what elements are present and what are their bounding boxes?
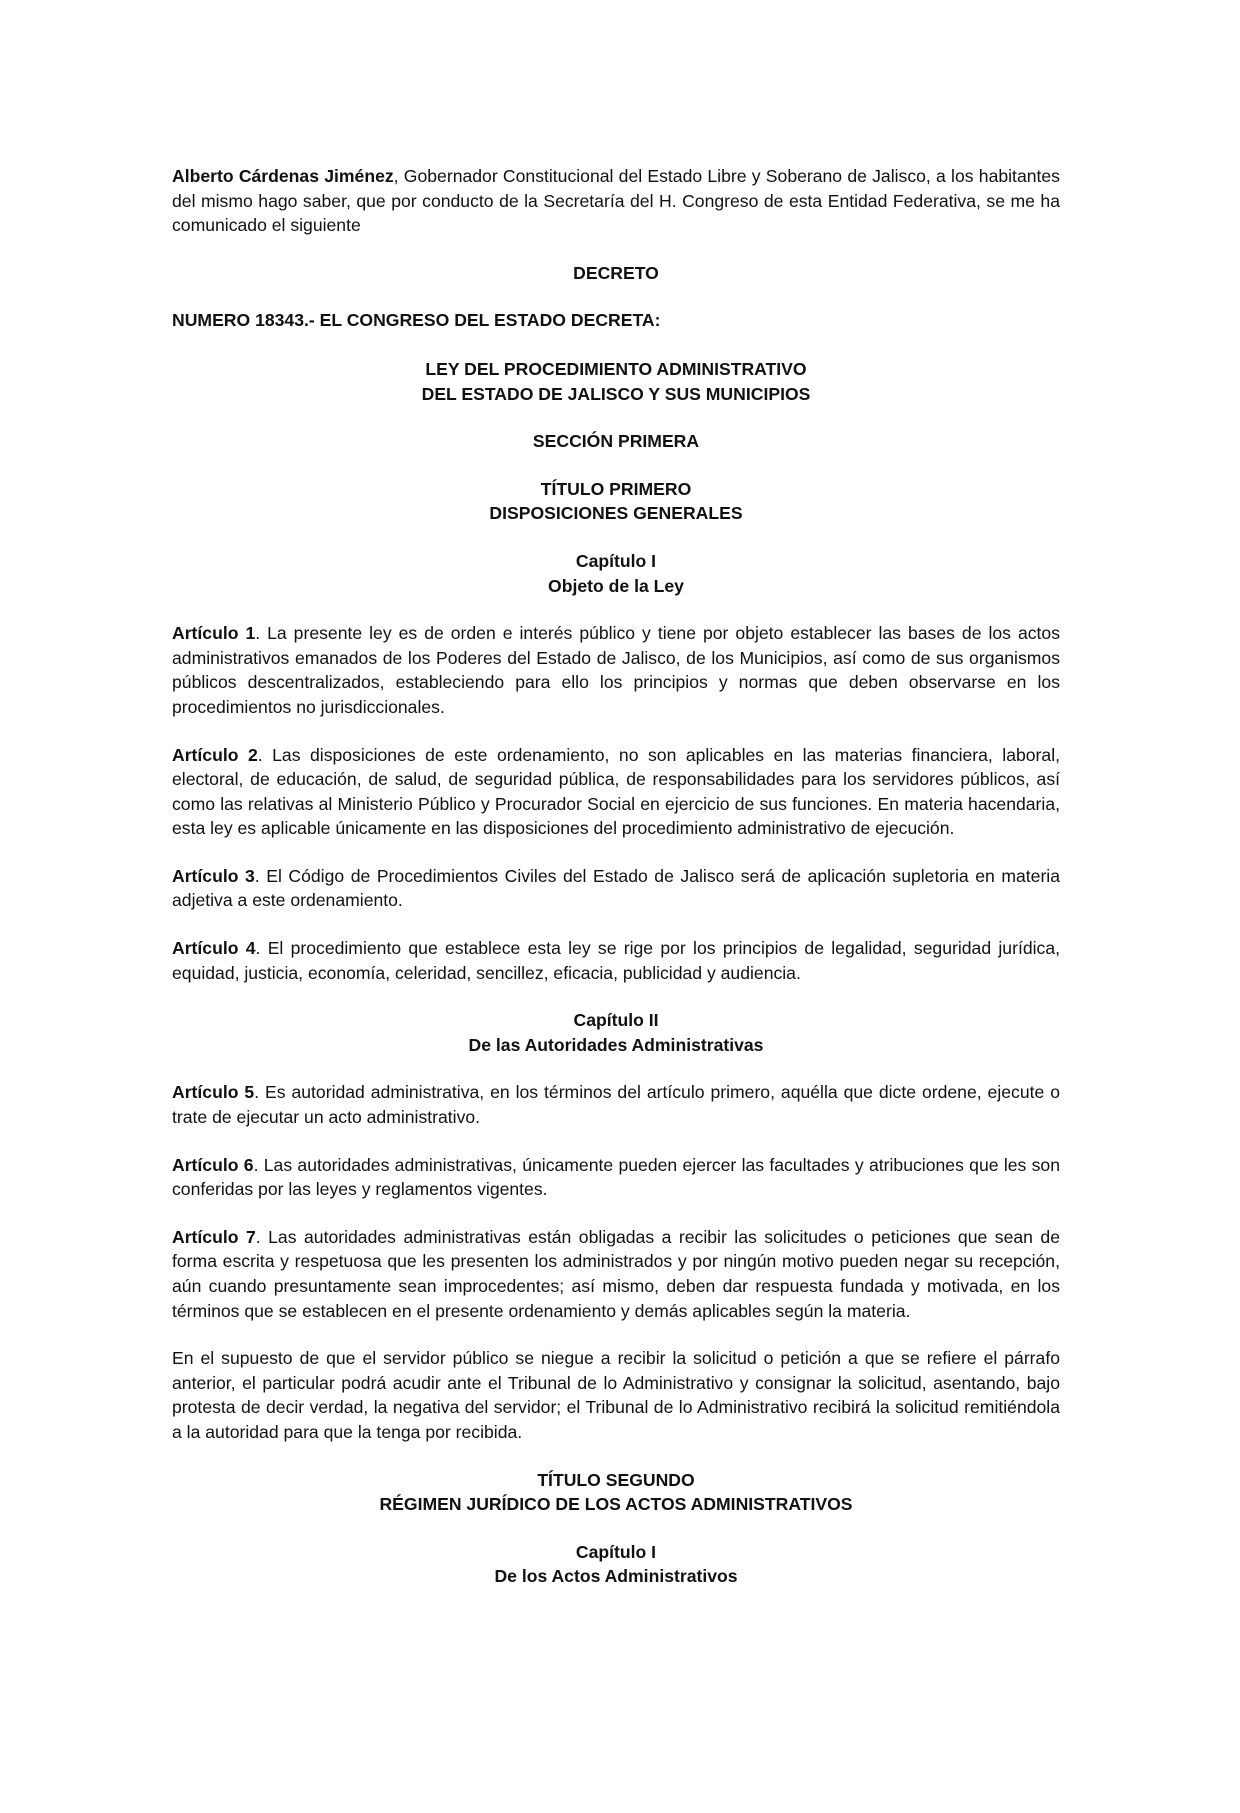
article-text: . Las autoridades administrativas están obligadas a recibir las solicitudes o peticiones que sean de forma escrita y respetuosa que les presenten los administrados y por ningún motivo pueden negar su recepción, aún cuando presuntamente sean improcedentes; así mismo, deben dar respuesta fundada y motivada, en los términos que se establecen en el presente ordenamiento y demás aplicables según la materia. xyxy=(172,1226,1061,1321)
chapter-1-name: Objeto de la Ley xyxy=(548,575,684,596)
article-label: Artículo 5 xyxy=(172,1082,255,1103)
article-text: . La presente ley es de orden e interés público y tiene por objeto establecer las bases de los actos administrativos emanados de los Poderes del Estado de Jalisco, de los Municipios, así como de sus organismos públicos descentralizados, estableciendo para ello los principios y normas que deben observarse en los procedimientos no jurisdiccionales. xyxy=(172,623,1061,717)
chapter-1-number: Capítulo I xyxy=(575,550,657,571)
title-segundo-line2: RÉGIMEN JURÍDICO DE LOS ACTOS ADMINISTRATIVOS xyxy=(379,1494,853,1515)
chapter-3-name: De los Actos Administrativos xyxy=(494,1566,738,1587)
article-text: . Es autoridad administrativa, en los términos del artículo primero, aquélla que dicte ordene, ejecute o trate de ejecutar un acto administrativo. xyxy=(172,1082,1061,1128)
article-3 xyxy=(172,864,1060,913)
article-label: Artículo 4 xyxy=(172,938,256,959)
chapter-3-number: Capítulo I xyxy=(575,1541,657,1562)
article-label: Artículo 2 xyxy=(172,744,258,765)
article-7-paragraph-2: En el supuesto de que el servidor público se niegue a recibir la solicitud o petición a que se refiere el párrafo anterior, el particular podrá acudir ante el Tribunal de lo Administrativo y consignar la solicitud, asentando, bajo protesta de decir verdad, la negativa del servidor; el Tribunal de lo Administrativo recibirá la solicitud remitiéndola a la autoridad para que la tenga por recibida. xyxy=(172,1348,1060,1442)
article-6 xyxy=(172,1153,1060,1202)
title-segundo xyxy=(172,1468,1060,1517)
governor-name: Alberto Cárdenas Jiménez xyxy=(172,166,394,186)
chapter-2-name: De las Autoridades Administrativas xyxy=(468,1034,764,1055)
article-4 xyxy=(172,936,1060,985)
title-primero-line2: DISPOSICIONES GENERALES xyxy=(489,503,743,524)
chapter-3-heading xyxy=(172,1540,1060,1589)
article-5 xyxy=(172,1080,1060,1129)
article-label: Artículo 6 xyxy=(172,1154,254,1175)
article-text: . Las autoridades administrativas, únicamente pueden ejercer las facultades y atribuciones que les son conferidas por las leyes y reglamentos vigentes. xyxy=(172,1154,1060,1200)
section-heading: SECCIÓN PRIMERA xyxy=(532,431,700,452)
article-label: Artículo 1 xyxy=(172,623,256,644)
intro-paragraph xyxy=(172,164,1060,238)
intro-text: , Gobernador Constitucional del Estado Libre y Soberano de Jalisco, a los habitantes del mismo hago saber, que por conducto de la Secretaría del H. Congreso de esta Entidad Federativa, se me ha comunicado el siguiente xyxy=(172,166,1060,236)
title-primero xyxy=(172,477,1060,526)
chapter-2-number: Capítulo II xyxy=(573,1010,659,1031)
law-title-line2: DEL ESTADO DE JALISCO Y SUS MUNICIPIOS xyxy=(421,383,811,404)
article-1 xyxy=(172,621,1060,719)
document-page xyxy=(172,164,1060,1612)
law-title-line1: LEY DEL PROCEDIMIENTO ADMINISTRATIVO xyxy=(425,358,807,379)
decreto-heading: DECRETO xyxy=(573,262,659,283)
chapter-1-heading xyxy=(172,549,1060,598)
article-7 xyxy=(172,1225,1060,1323)
article-2 xyxy=(172,743,1060,841)
chapter-2-heading xyxy=(172,1008,1060,1057)
article-text: . Las disposiciones de este ordenamiento, no son aplicables en las materias financiera, laboral, electoral, de educación, de salud, de seguridad pública, de responsabilidades para los servidores públicos, así como las relativas al Ministerio Público y Procurador Social en ejercicio de sus funciones. En materia hacendaria, esta ley es aplicable únicamente en las disposiciones del procedimiento administrativo de ejecución. xyxy=(172,744,1060,839)
article-text: . El procedimiento que establece esta ley se rige por los principios de legalidad, seguridad jurídica, equidad, justicia, economía, celeridad, sencillez, eficacia, publicidad y audiencia. xyxy=(172,938,1060,983)
article-label: Artículo 3 xyxy=(172,865,255,886)
decreto-number: NUMERO 18343.- EL CONGRESO DEL ESTADO DECRETA: xyxy=(172,310,661,331)
article-label: Artículo 7 xyxy=(172,1226,256,1247)
title-segundo-line1: TÍTULO SEGUNDO xyxy=(537,1469,695,1490)
article-text: . El Código de Procedimientos Civiles del Estado de Jalisco será de aplicación supletoria en materia adjetiva a este ordenamiento. xyxy=(172,865,1061,911)
law-title xyxy=(172,357,1060,406)
title-primero-line1: TÍTULO PRIMERO xyxy=(540,478,692,499)
